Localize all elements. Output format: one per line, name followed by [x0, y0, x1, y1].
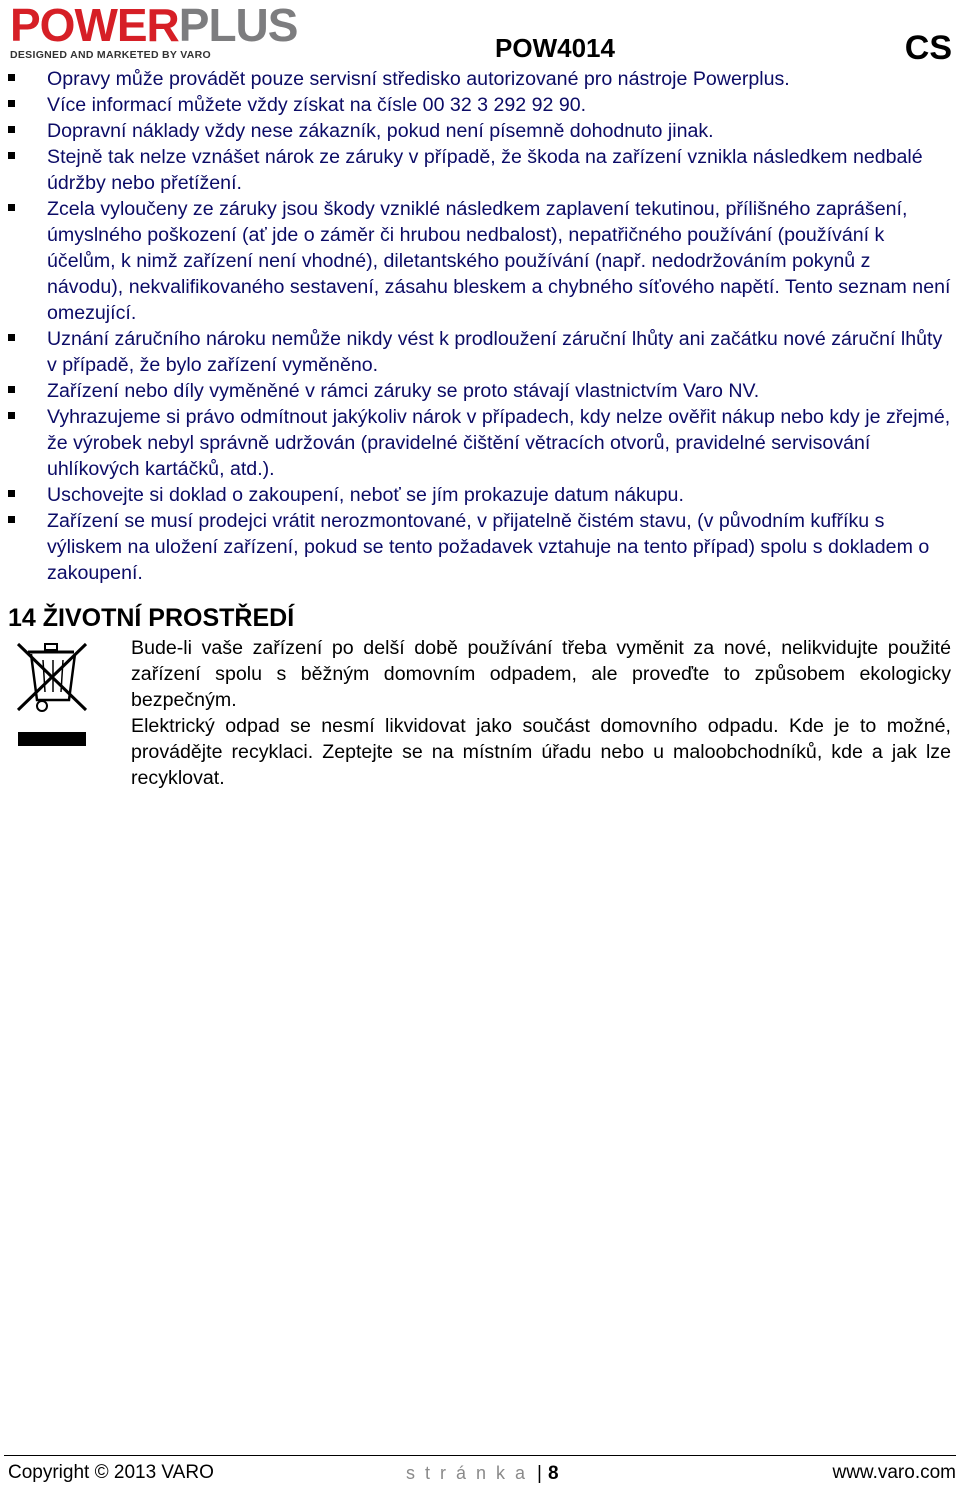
bullet-square-icon: [8, 74, 15, 81]
logo-tagline: DESIGNED AND MARKETED BY VARO: [10, 49, 212, 61]
bullet-square-icon: [8, 126, 15, 133]
powerplus-logo: [10, 2, 430, 62]
bullet-square-icon: [8, 386, 15, 393]
bullet-square-icon: [8, 412, 15, 419]
bullet-square-icon: [8, 152, 15, 159]
copyright-text: Copyright © 2013 VARO: [8, 1462, 214, 1483]
list-item: Uschovejte si doklad o zakoupení, neboť se jím prokazuje datum nákupu.: [0, 482, 960, 508]
page-separator: |: [537, 1463, 542, 1484]
list-item: Vyhrazujeme si právo odmítnout jakýkoliv nárok v případech, kdy nelze ověřit nákup nebo kdy je zřejmé, že výrobek nebyl správně udržován (pravidelné čištění větracích otvorů, pravidelné servisování uhlíkových kartáčků, atd.).: [0, 404, 960, 482]
crossed-out-wheelie-bin-icon: [14, 640, 94, 750]
website-text: www.varo.com: [832, 1462, 956, 1483]
bullet-square-icon: [8, 334, 15, 341]
page-number: 8: [547, 1463, 559, 1484]
bullet-square-icon: [8, 100, 15, 107]
list-item: Uznání záručního nároku nemůže nikdy vést k prodloužení záruční lhůty ani začátku nové záruční lhůty v případě, že bylo zařízení vyměněno.: [0, 326, 960, 378]
model-number: POW4014: [495, 33, 615, 63]
environment-text: [131, 635, 951, 791]
page-indicator: [406, 1460, 559, 1487]
page-word: stránka: [406, 1463, 536, 1483]
page-footer: [8, 1460, 956, 1486]
bullet-square-icon: [8, 490, 15, 497]
footer-divider: [4, 1455, 956, 1456]
language-code: CS: [904, 29, 952, 67]
list-item: Více informací můžete vždy získat na čísle 00 32 3 292 92 90.: [0, 92, 960, 118]
list-item: Opravy může provádět pouze servisní středisko autorizované pro nástroje Powerplus.: [0, 66, 960, 92]
list-item: Stejně tak nelze vznášet nárok ze záruky v případě, že škoda na zařízení vznikla následkem nedbalé údržby nebo přetížení.: [0, 144, 960, 196]
environment-paragraph: Elektrický odpad se nesmí likvidovat jako součást domovního odpadu. Kde je to možné, provádějte recyklaci. Zeptejte se na místním úřadu nebo u maloobchodníků, kde a jak lze recyklovat.: [131, 715, 951, 789]
environment-paragraph: Bude-li vaše zařízení po delší době používání třeba vyměnit za nové, nelikvidujte použité zařízení spolu s běžným domovním odpadem, ale proveďte to způsobem ekologicky bezpečným.: [131, 637, 951, 711]
bullet-square-icon: [8, 516, 15, 523]
section-title: 14 ŽIVOTNÍ PROSTŘEDÍ: [8, 604, 295, 632]
list-item: Zařízení nebo díly vyměněné v rámci záruky se proto stávají vlastnictvím Varo NV.: [0, 378, 960, 404]
bullet-square-icon: [8, 204, 15, 211]
list-item: Zcela vyloučeny ze záruky jsou škody vzniklé následkem zaplavení tekutinou, přílišného zaprášení, úmyslného poškození (ať jde o záměr či hrubou nedbalost), nepatřičného používání (používání k účelům, k nimž zařízení není vhodné), diletantského používání (např. nedodržováním pokynů z návodu), nekvalifikovaného sestavení, zásahu bleskem a chybného síťového napětí. Tento seznam není omezující.: [0, 196, 960, 326]
logo-wordmark: POWERPLUS: [10, 0, 298, 51]
list-item: Zařízení se musí prodejci vrátit nerozmontované, v přijatelně čistém stavu, (v původním kufříku s výliskem na uložení zařízení, pokud se tento požadavek vztahuje na tento případ) spolu s dokladem o zakoupení.: [0, 508, 960, 586]
list-item: Dopravní náklady vždy nese zákazník, pokud není písemně dohodnuto jinak.: [0, 118, 960, 144]
warranty-list: [0, 66, 960, 586]
